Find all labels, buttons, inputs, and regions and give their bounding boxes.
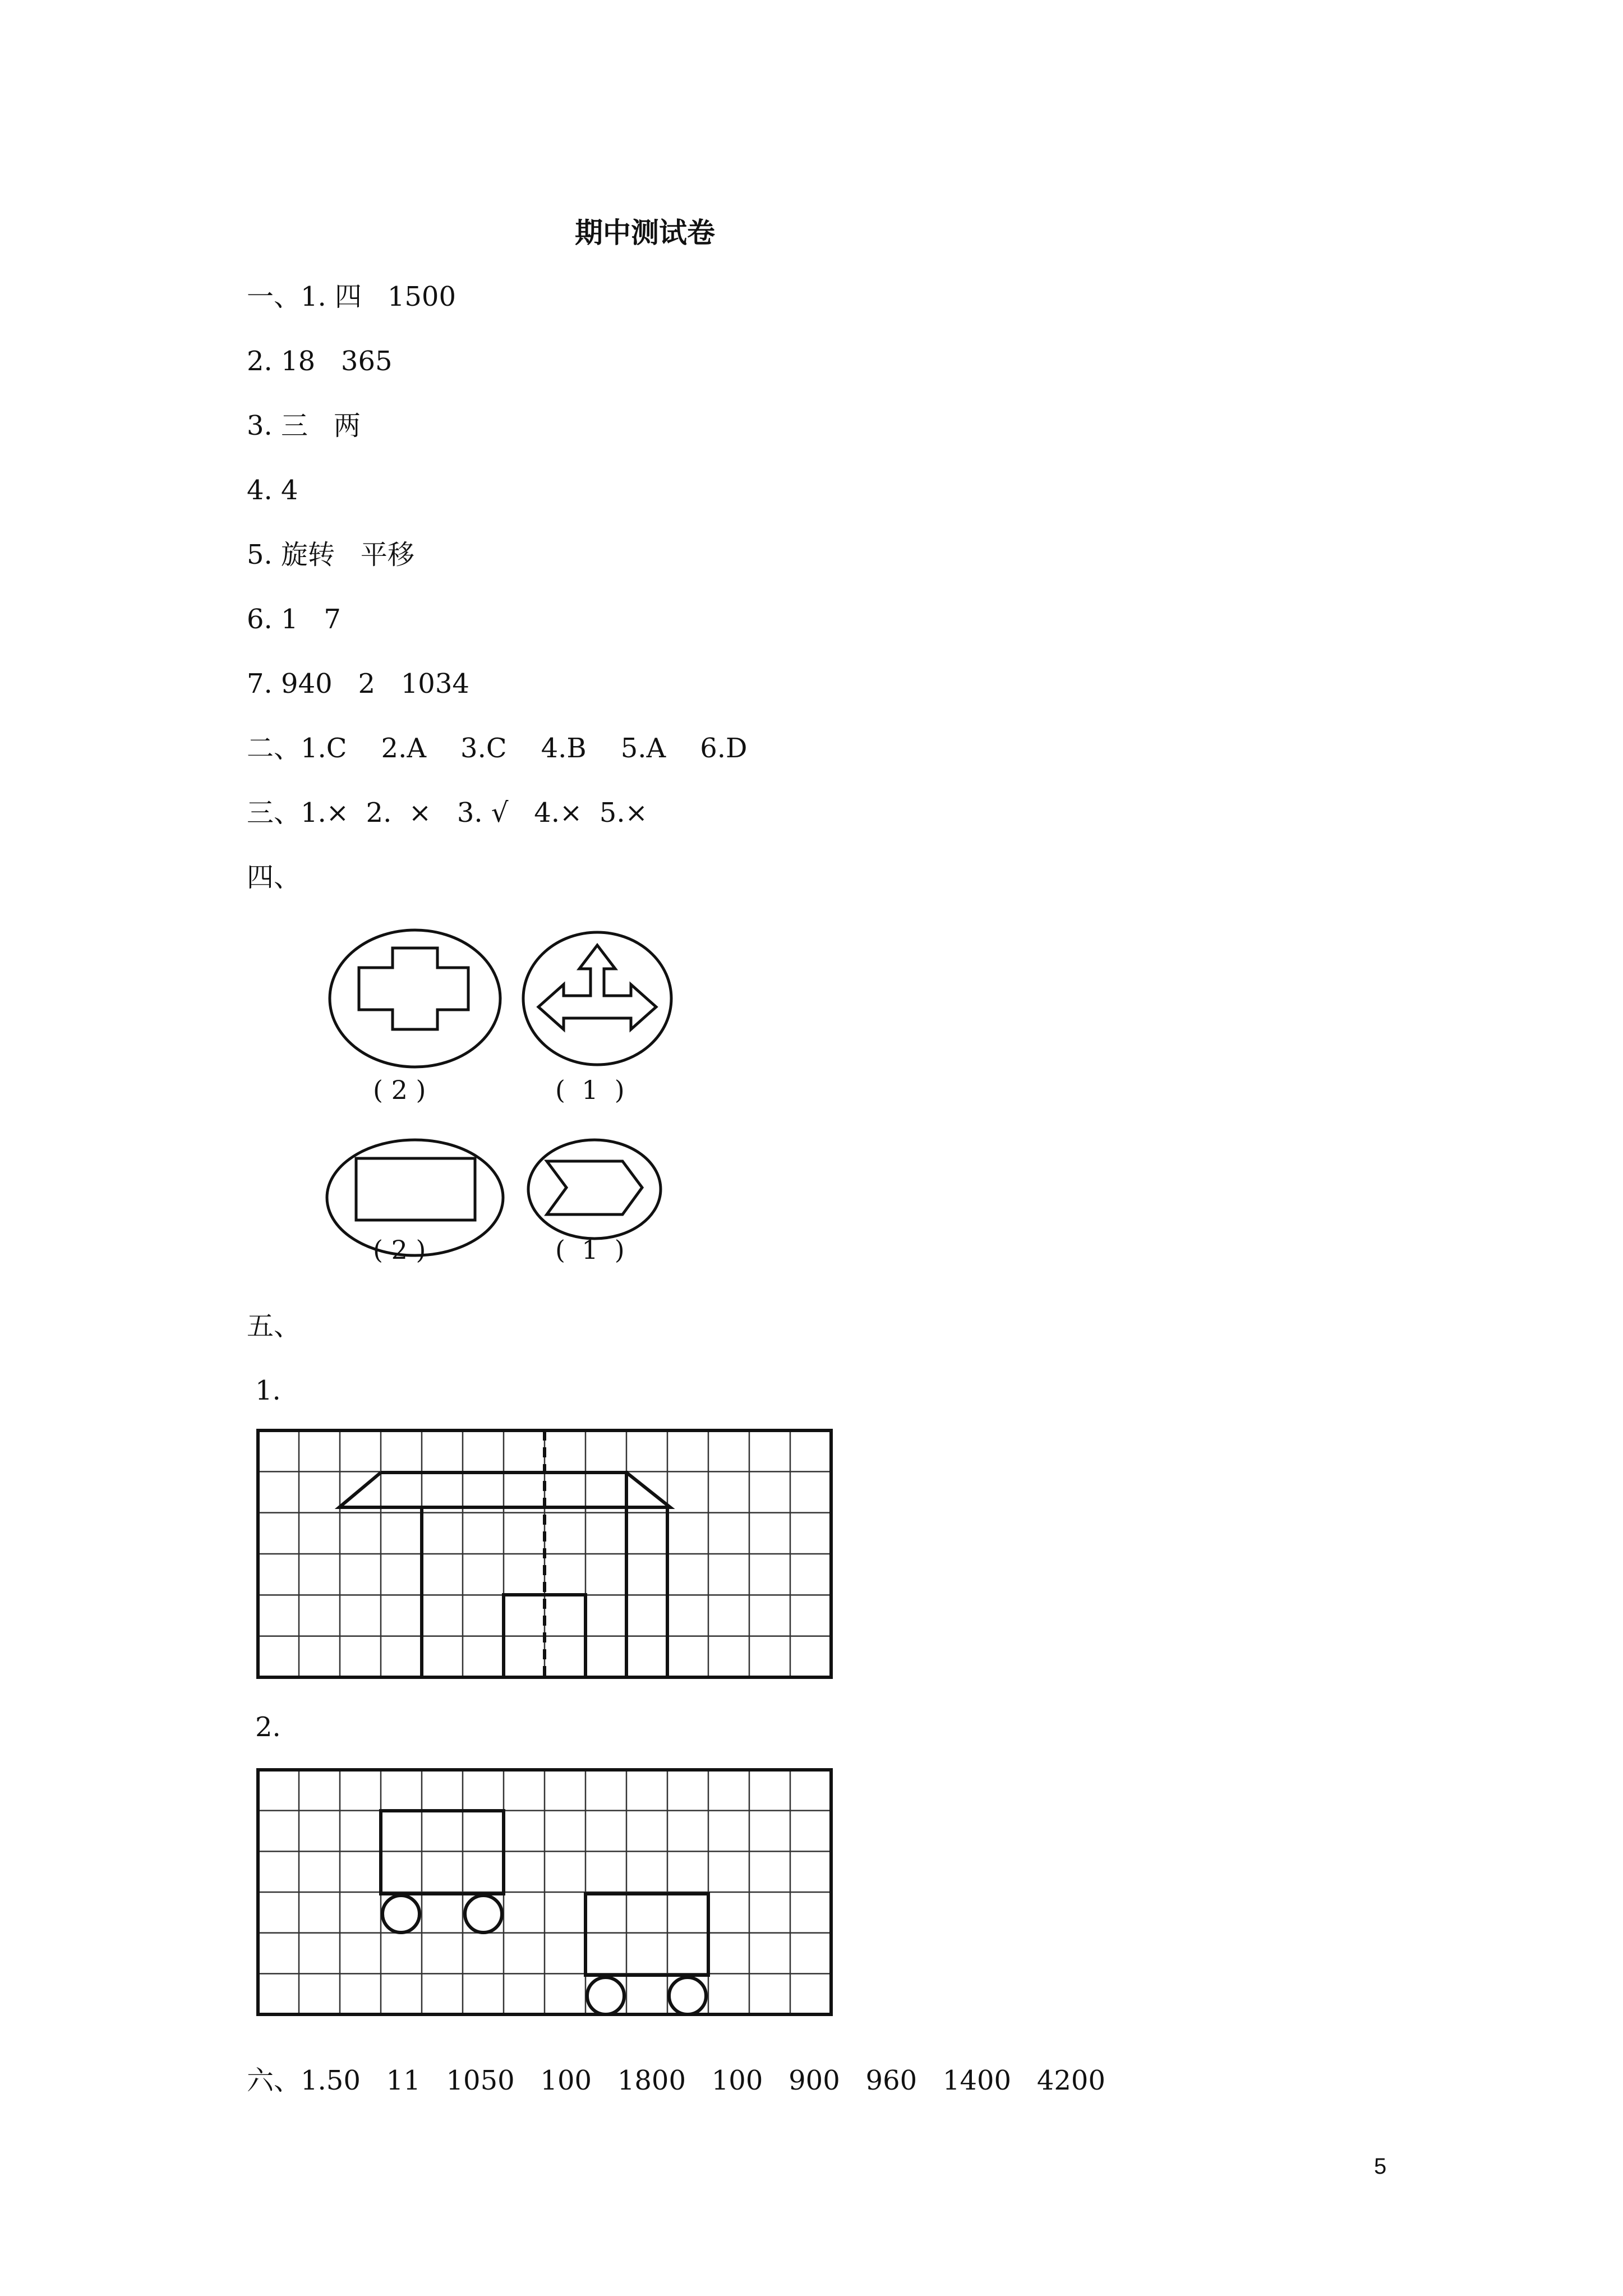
symmetry-figure-chevron (524, 1136, 665, 1243)
answer-line-section2: 二、1.C 2.A 3.C 4.B 5.A 6.D (247, 733, 748, 764)
answer-line-section4: 四、 (247, 862, 301, 893)
figure-caption-2: ( 1 ) (555, 1075, 625, 1105)
answer-line-1: 一、1. 四 1500 (247, 281, 456, 312)
answer-line-3: 3. 三 两 (247, 410, 361, 441)
section5-part1-label: 1. (255, 1375, 281, 1406)
symmetry-figure-arrows (519, 928, 676, 1069)
page-number: 5 (1374, 2154, 1387, 2179)
section5-part2-label: 2. (255, 1711, 281, 1743)
figure-caption-1: ( 2 ) (373, 1075, 426, 1105)
figure-caption-4: ( 1 ) (555, 1235, 625, 1265)
answer-line-4: 4. 4 (247, 475, 298, 506)
grid-figure-carts (255, 1767, 838, 2019)
answer-line-section6: 六、1.50 11 1050 100 1800 100 900 960 1400 4200 (247, 2065, 1106, 2096)
symmetry-figure-cross (325, 926, 505, 1071)
grid-figure-house (255, 1428, 838, 1686)
answer-line-2: 2. 18 365 (247, 346, 393, 377)
figure-caption-3: ( 2 ) (373, 1235, 426, 1265)
answer-line-7: 7. 940 2 1034 (247, 668, 469, 700)
answer-line-6: 6. 1 7 (247, 604, 341, 635)
answer-line-5: 5. 旋转 平移 (247, 539, 414, 570)
answer-line-section3: 三、1.× 2. × 3. √ 4.× 5.× (247, 797, 648, 829)
page-title: 期中测试卷 (575, 217, 715, 249)
section5-heading: 五、 (247, 1310, 301, 1342)
